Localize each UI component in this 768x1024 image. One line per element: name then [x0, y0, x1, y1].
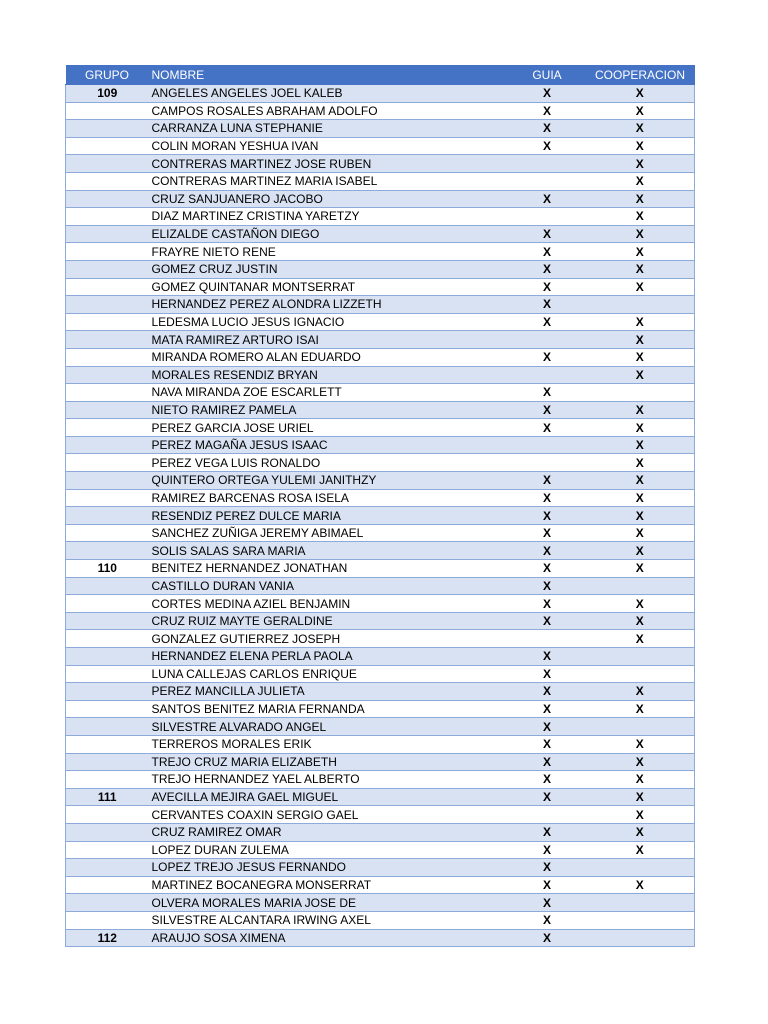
grupo-cell [66, 472, 149, 490]
table-row [66, 560, 695, 578]
grupo-cell [66, 190, 149, 208]
cooperacion-cell: X [586, 454, 695, 472]
nombre-cell: MARTINEZ BOCANEGRA MONSERRAT [149, 876, 509, 894]
grupo-cell [66, 648, 149, 666]
nombre-cell: CORTES MEDINA AZIEL BENJAMIN [149, 595, 509, 613]
grupo-cell [66, 120, 149, 138]
grupo-cell [66, 718, 149, 736]
grupo-cell [66, 155, 149, 173]
guia-cell: X [509, 401, 586, 419]
cooperacion-cell: X [586, 472, 695, 490]
table-row [66, 735, 695, 753]
cooperacion-cell: X [586, 120, 695, 138]
grupo-cell [66, 876, 149, 894]
table-row [66, 823, 695, 841]
cooperacion-cell [586, 859, 695, 877]
grupo-cell [66, 225, 149, 243]
guia-cell: X [509, 665, 586, 683]
cooperacion-cell: X [586, 278, 695, 296]
guia-cell: X [509, 577, 586, 595]
guia-cell: X [509, 788, 586, 806]
table-row [66, 859, 695, 877]
guia-cell: X [509, 859, 586, 877]
table-row [66, 190, 695, 208]
nombre-cell: HERNANDEZ PEREZ ALONDRA LIZZETH [149, 296, 509, 314]
nombre-cell: CRUZ SANJUANERO JACOBO [149, 190, 509, 208]
nombre-cell: HERNANDEZ ELENA PERLA PAOLA [149, 648, 509, 666]
table-row [66, 806, 695, 824]
cooperacion-cell: X [586, 700, 695, 718]
cooperacion-cell [586, 296, 695, 314]
guia-cell: X [509, 894, 586, 912]
cooperacion-cell: X [586, 753, 695, 771]
nombre-cell: SILVESTRE ALVARADO ANGEL [149, 718, 509, 736]
guia-cell [509, 366, 586, 384]
grupo-cell [66, 683, 149, 701]
table-row [66, 665, 695, 683]
grupo-cell [66, 243, 149, 261]
nombre-cell: FRAYRE NIETO RENE [149, 243, 509, 261]
guia-cell: X [509, 507, 586, 525]
table-row [66, 401, 695, 419]
table-row [66, 172, 695, 190]
guia-cell: X [509, 137, 586, 155]
table-row [66, 911, 695, 929]
guia-cell [509, 436, 586, 454]
grupo-cell [66, 771, 149, 789]
nombre-cell: RAMIREZ BARCENAS ROSA ISELA [149, 489, 509, 507]
grupo-cell [66, 260, 149, 278]
table-body [66, 85, 695, 947]
nombre-cell: MIRANDA ROMERO ALAN EDUARDO [149, 348, 509, 366]
guia-cell: X [509, 190, 586, 208]
cooperacion-cell: X [586, 560, 695, 578]
guia-cell: X [509, 102, 586, 120]
cooperacion-cell: X [586, 876, 695, 894]
guia-cell [509, 172, 586, 190]
cooperacion-cell: X [586, 841, 695, 859]
guia-cell: X [509, 560, 586, 578]
cooperacion-cell [586, 894, 695, 912]
table-row [66, 436, 695, 454]
cooperacion-cell: X [586, 630, 695, 648]
grupo-cell [66, 894, 149, 912]
cooperacion-cell: X [586, 313, 695, 331]
guia-cell: X [509, 929, 586, 947]
guia-cell: X [509, 472, 586, 490]
table-row [66, 225, 695, 243]
grupo-cell [66, 735, 149, 753]
nombre-cell: OLVERA MORALES MARIA JOSE DE [149, 894, 509, 912]
nombre-cell: LOPEZ DURAN ZULEMA [149, 841, 509, 859]
cooperacion-cell: X [586, 85, 695, 103]
guia-cell: X [509, 348, 586, 366]
guia-cell: X [509, 718, 586, 736]
header-row [66, 66, 695, 85]
header-cooperacion: COOPERACION [586, 66, 695, 85]
grupo-cell [66, 208, 149, 226]
table-row [66, 771, 695, 789]
roster-sheet [65, 65, 694, 947]
table-row [66, 612, 695, 630]
cooperacion-cell: X [586, 348, 695, 366]
guia-cell: X [509, 771, 586, 789]
cooperacion-cell: X [586, 771, 695, 789]
nombre-cell: COLIN MORAN YESHUA IVAN [149, 137, 509, 155]
grupo-cell [66, 401, 149, 419]
guia-cell: X [509, 278, 586, 296]
cooperacion-cell [586, 577, 695, 595]
table-row [66, 648, 695, 666]
nombre-cell: CERVANTES COAXIN SERGIO GAEL [149, 806, 509, 824]
nombre-cell: LOPEZ TREJO JESUS FERNANDO [149, 859, 509, 877]
table-row [66, 683, 695, 701]
grupo-cell [66, 172, 149, 190]
cooperacion-cell: X [586, 172, 695, 190]
cooperacion-cell [586, 665, 695, 683]
table-row [66, 331, 695, 349]
nombre-cell: GOMEZ QUINTANAR MONTSERRAT [149, 278, 509, 296]
table-row [66, 753, 695, 771]
table-row [66, 313, 695, 331]
cooperacion-cell: X [586, 542, 695, 560]
nombre-cell: GOMEZ CRUZ JUSTIN [149, 260, 509, 278]
grupo-cell [66, 911, 149, 929]
grupo-cell [66, 384, 149, 402]
table-row [66, 260, 695, 278]
table-row [66, 524, 695, 542]
table-row [66, 841, 695, 859]
grupo-cell: 109 [66, 85, 149, 103]
nombre-cell: MATA RAMIREZ ARTURO ISAI [149, 331, 509, 349]
nombre-cell: ELIZALDE CASTAÑON DIEGO [149, 225, 509, 243]
nombre-cell: TREJO CRUZ MARIA ELIZABETH [149, 753, 509, 771]
nombre-cell: NAVA MIRANDA ZOE ESCARLETT [149, 384, 509, 402]
grupo-cell [66, 102, 149, 120]
nombre-cell: QUINTERO ORTEGA YULEMI JANITHZY [149, 472, 509, 490]
cooperacion-cell: X [586, 419, 695, 437]
table-row [66, 137, 695, 155]
grupo-cell [66, 507, 149, 525]
grupo-cell [66, 859, 149, 877]
cooperacion-cell: X [586, 331, 695, 349]
cooperacion-cell: X [586, 137, 695, 155]
grupo-cell [66, 366, 149, 384]
table-row [66, 454, 695, 472]
guia-cell [509, 155, 586, 173]
cooperacion-cell: X [586, 524, 695, 542]
table-row [66, 243, 695, 261]
nombre-cell: PEREZ MANCILLA JULIETA [149, 683, 509, 701]
guia-cell [509, 208, 586, 226]
grupo-cell [66, 296, 149, 314]
roster-table [65, 65, 695, 947]
nombre-cell: CONTRERAS MARTINEZ MARIA ISABEL [149, 172, 509, 190]
table-row [66, 876, 695, 894]
guia-cell: X [509, 753, 586, 771]
table-row [66, 419, 695, 437]
nombre-cell: CRUZ RUIZ MAYTE GERALDINE [149, 612, 509, 630]
guia-cell [509, 630, 586, 648]
cooperacion-cell: X [586, 190, 695, 208]
table-row [66, 489, 695, 507]
cooperacion-cell: X [586, 436, 695, 454]
cooperacion-cell: X [586, 401, 695, 419]
grupo-cell [66, 630, 149, 648]
grupo-cell [66, 137, 149, 155]
nombre-cell: ANGELES ANGELES JOEL KALEB [149, 85, 509, 103]
cooperacion-cell: X [586, 683, 695, 701]
table-row [66, 542, 695, 560]
table-row [66, 208, 695, 226]
nombre-cell: MORALES RESENDIZ BRYAN [149, 366, 509, 384]
table-row [66, 155, 695, 173]
table-row [66, 366, 695, 384]
nombre-cell: CARRANZA LUNA STEPHANIE [149, 120, 509, 138]
grupo-cell [66, 454, 149, 472]
cooperacion-cell [586, 911, 695, 929]
grupo-cell [66, 577, 149, 595]
cooperacion-cell: X [586, 806, 695, 824]
cooperacion-cell: X [586, 788, 695, 806]
cooperacion-cell [586, 929, 695, 947]
cooperacion-cell: X [586, 366, 695, 384]
grupo-cell [66, 542, 149, 560]
grupo-cell: 111 [66, 788, 149, 806]
nombre-cell: SANTOS BENITEZ MARIA FERNANDA [149, 700, 509, 718]
grupo-cell [66, 524, 149, 542]
nombre-cell: TREJO HERNANDEZ YAEL ALBERTO [149, 771, 509, 789]
guia-cell: X [509, 876, 586, 894]
grupo-cell [66, 753, 149, 771]
guia-cell: X [509, 296, 586, 314]
guia-cell: X [509, 489, 586, 507]
nombre-cell: SANCHEZ ZUÑIGA JEREMY ABIMAEL [149, 524, 509, 542]
guia-cell [509, 454, 586, 472]
table-row [66, 102, 695, 120]
table-row [66, 929, 695, 947]
nombre-cell: BENITEZ HERNANDEZ JONATHAN [149, 560, 509, 578]
cooperacion-cell [586, 384, 695, 402]
table-row [66, 718, 695, 736]
table-row [66, 507, 695, 525]
guia-cell: X [509, 524, 586, 542]
cooperacion-cell: X [586, 243, 695, 261]
table-row [66, 577, 695, 595]
guia-cell: X [509, 85, 586, 103]
grupo-cell [66, 419, 149, 437]
table-row [66, 788, 695, 806]
nombre-cell: SILVESTRE ALCANTARA IRWING AXEL [149, 911, 509, 929]
header-guia: GUIA [509, 66, 586, 85]
guia-cell: X [509, 313, 586, 331]
nombre-cell: GONZALEZ GUTIERREZ JOSEPH [149, 630, 509, 648]
header-nombre: NOMBRE [149, 66, 509, 85]
cooperacion-cell [586, 718, 695, 736]
cooperacion-cell: X [586, 612, 695, 630]
guia-cell: X [509, 735, 586, 753]
grupo-cell [66, 841, 149, 859]
cooperacion-cell: X [586, 208, 695, 226]
nombre-cell: CAMPOS ROSALES ABRAHAM ADOLFO [149, 102, 509, 120]
grupo-cell [66, 806, 149, 824]
guia-cell: X [509, 384, 586, 402]
table-row [66, 700, 695, 718]
grupo-cell [66, 489, 149, 507]
grupo-cell [66, 700, 149, 718]
nombre-cell: LEDESMA LUCIO JESUS IGNACIO [149, 313, 509, 331]
guia-cell: X [509, 542, 586, 560]
grupo-cell [66, 595, 149, 613]
table-row [66, 85, 695, 103]
grupo-cell: 112 [66, 929, 149, 947]
guia-cell: X [509, 648, 586, 666]
cooperacion-cell: X [586, 507, 695, 525]
grupo-cell [66, 823, 149, 841]
nombre-cell: TERREROS MORALES ERIK [149, 735, 509, 753]
grupo-cell [66, 612, 149, 630]
table-row [66, 630, 695, 648]
nombre-cell: LUNA CALLEJAS CARLOS ENRIQUE [149, 665, 509, 683]
nombre-cell: PEREZ VEGA LUIS RONALDO [149, 454, 509, 472]
table-row [66, 595, 695, 613]
guia-cell: X [509, 683, 586, 701]
grupo-cell [66, 278, 149, 296]
table-row [66, 894, 695, 912]
grupo-cell [66, 436, 149, 454]
cooperacion-cell [586, 648, 695, 666]
guia-cell: X [509, 823, 586, 841]
nombre-cell: CONTRERAS MARTINEZ JOSE RUBEN [149, 155, 509, 173]
nombre-cell: PEREZ GARCIA JOSE URIEL [149, 419, 509, 437]
cooperacion-cell: X [586, 595, 695, 613]
table-row [66, 472, 695, 490]
cooperacion-cell: X [586, 225, 695, 243]
nombre-cell: ARAUJO SOSA XIMENA [149, 929, 509, 947]
nombre-cell: NIETO RAMIREZ PAMELA [149, 401, 509, 419]
nombre-cell: CRUZ RAMIREZ OMAR [149, 823, 509, 841]
nombre-cell: DIAZ MARTINEZ CRISTINA YARETZY [149, 208, 509, 226]
table-row [66, 296, 695, 314]
grupo-cell: 110 [66, 560, 149, 578]
grupo-cell [66, 348, 149, 366]
nombre-cell: PEREZ MAGAÑA JESUS ISAAC [149, 436, 509, 454]
table-row [66, 348, 695, 366]
grupo-cell [66, 331, 149, 349]
table-row [66, 384, 695, 402]
cooperacion-cell: X [586, 489, 695, 507]
guia-cell: X [509, 225, 586, 243]
table-header [66, 66, 695, 85]
guia-cell: X [509, 419, 586, 437]
guia-cell: X [509, 612, 586, 630]
guia-cell: X [509, 260, 586, 278]
cooperacion-cell: X [586, 823, 695, 841]
nombre-cell: RESENDIZ PEREZ DULCE MARIA [149, 507, 509, 525]
guia-cell: X [509, 243, 586, 261]
guia-cell: X [509, 841, 586, 859]
guia-cell: X [509, 595, 586, 613]
guia-cell: X [509, 911, 586, 929]
nombre-cell: CASTILLO DURAN VANIA [149, 577, 509, 595]
table-row [66, 278, 695, 296]
cooperacion-cell: X [586, 735, 695, 753]
table-row [66, 120, 695, 138]
guia-cell: X [509, 700, 586, 718]
grupo-cell [66, 665, 149, 683]
cooperacion-cell: X [586, 155, 695, 173]
nombre-cell: AVECILLA MEJIRA GAEL MIGUEL [149, 788, 509, 806]
grupo-cell [66, 313, 149, 331]
nombre-cell: SOLIS SALAS SARA MARIA [149, 542, 509, 560]
header-grupo: GRUPO [66, 66, 149, 85]
guia-cell [509, 806, 586, 824]
cooperacion-cell: X [586, 102, 695, 120]
cooperacion-cell: X [586, 260, 695, 278]
guia-cell [509, 331, 586, 349]
guia-cell: X [509, 120, 586, 138]
